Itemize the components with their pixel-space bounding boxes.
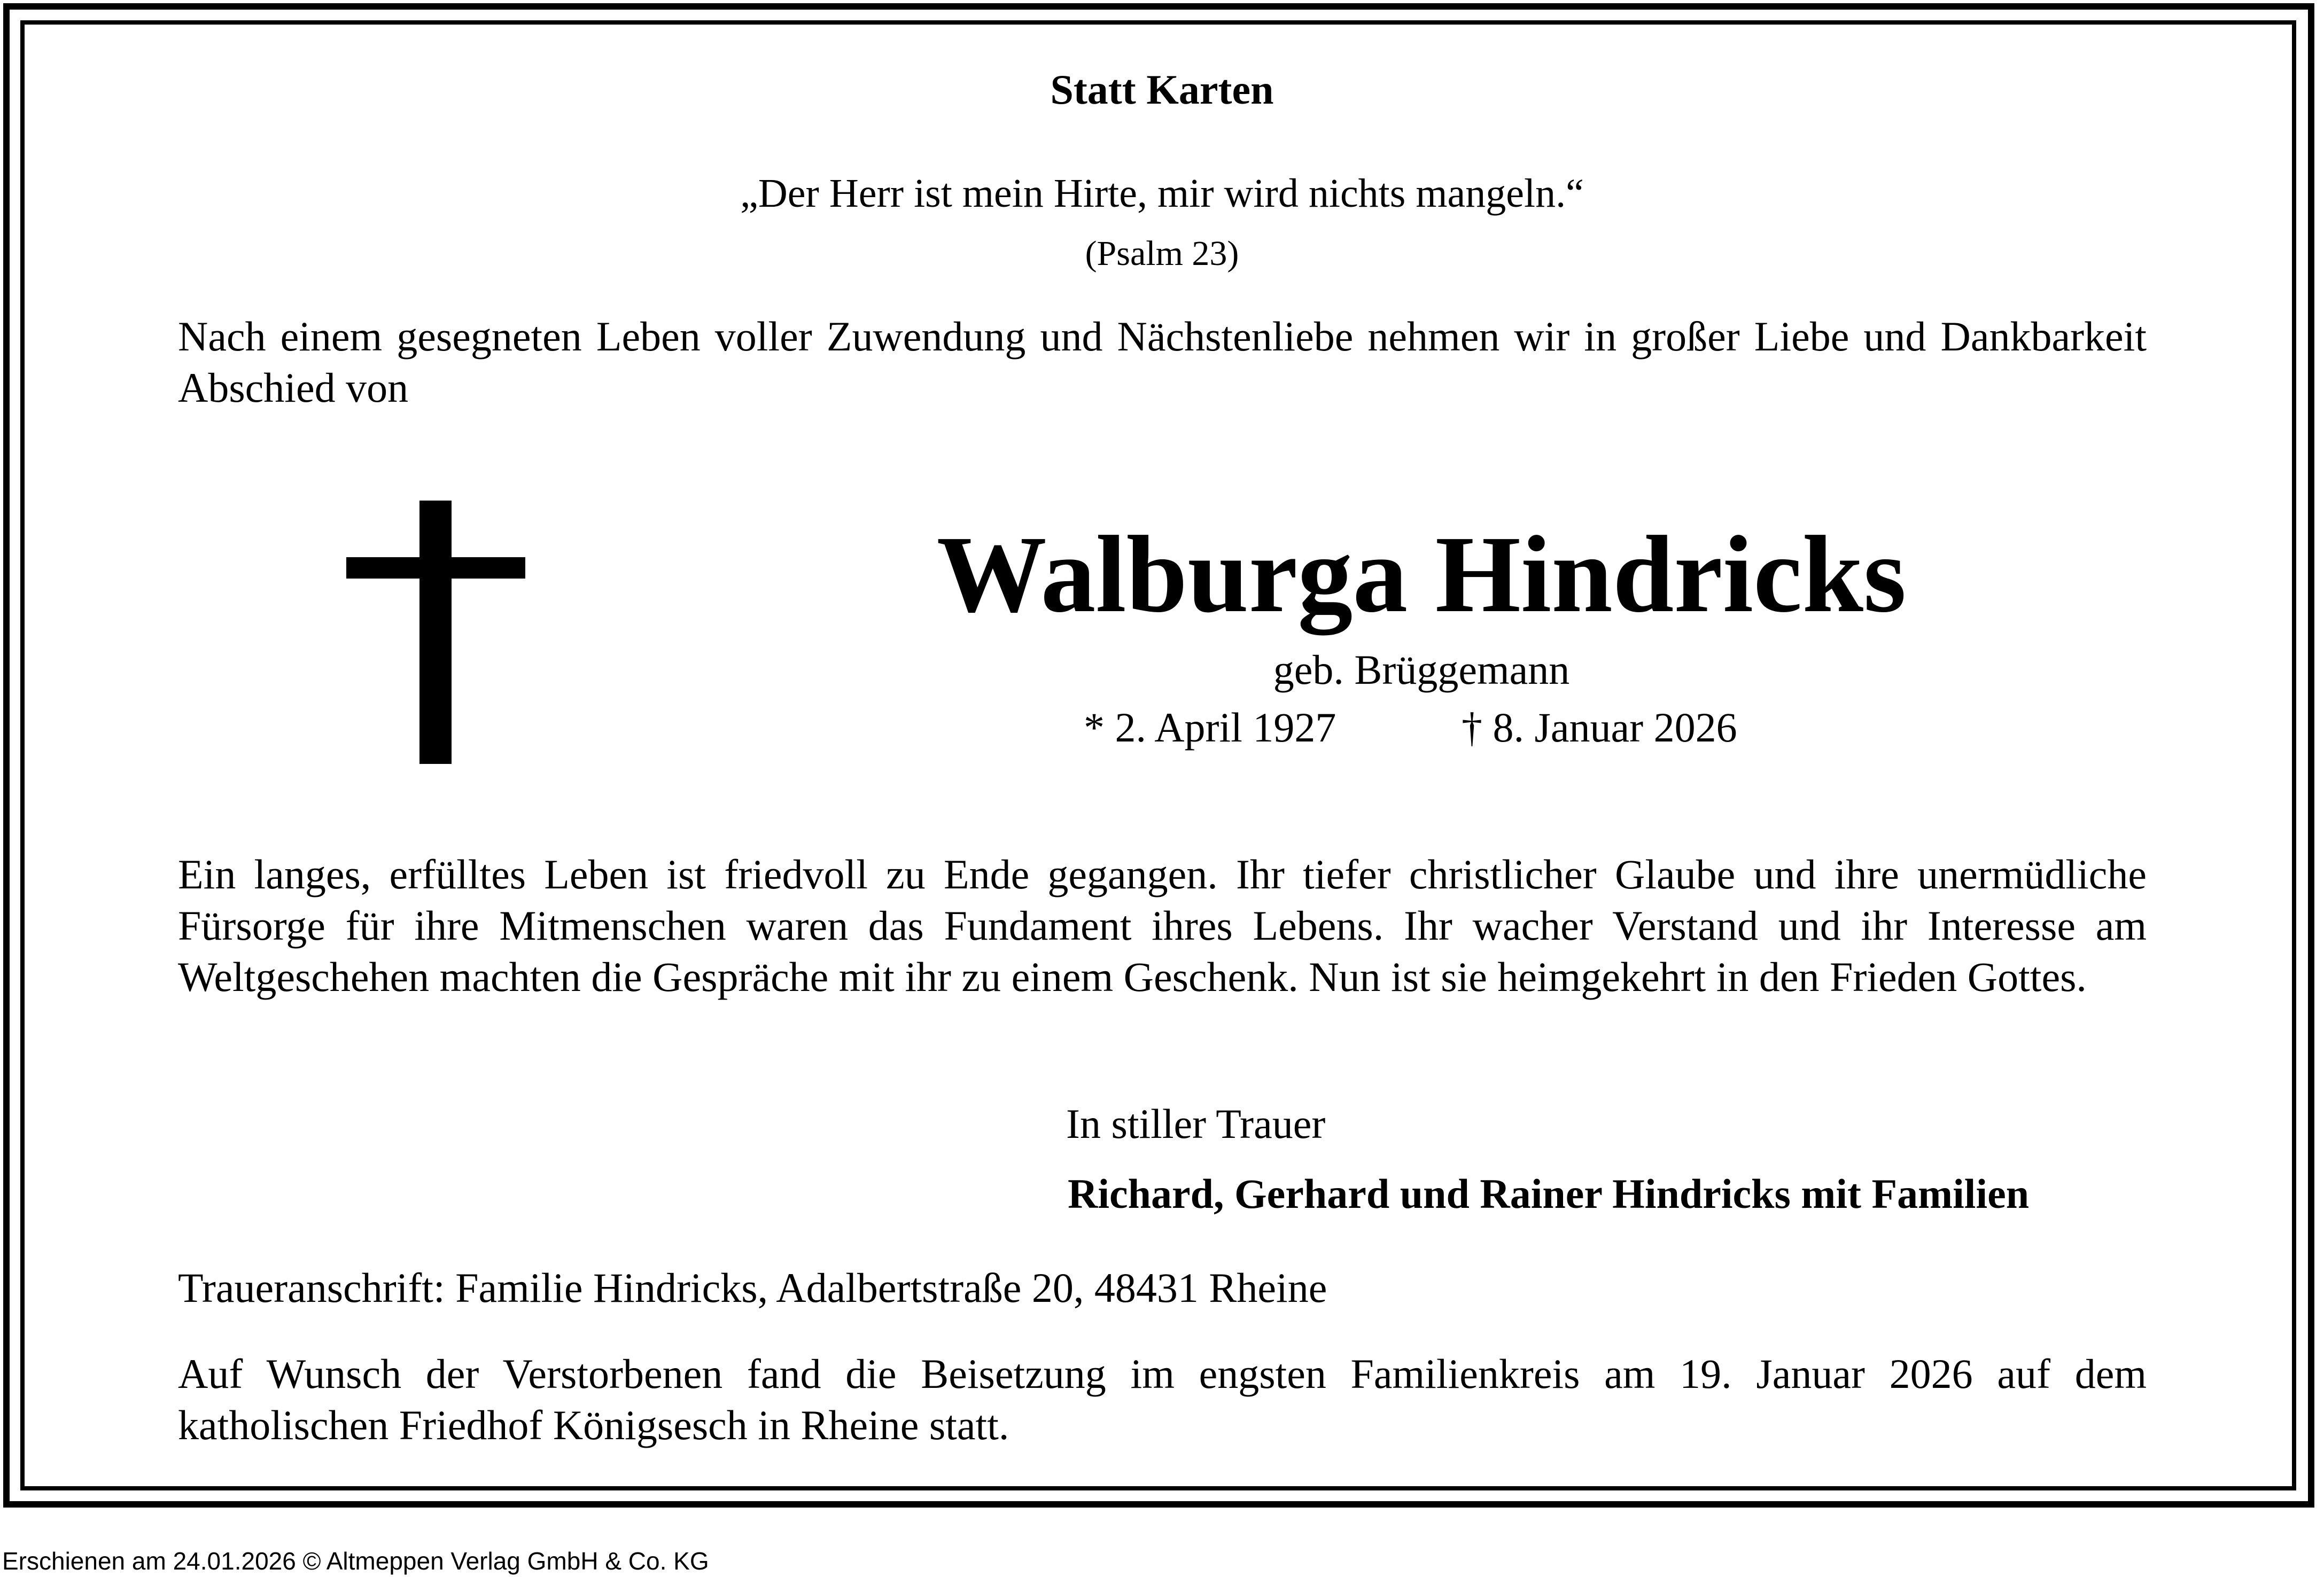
maiden-name: geb. Brüggemann	[1273, 646, 1570, 693]
quote-source: (Psalm 23)	[1085, 234, 1239, 273]
death-date: † 8. Januar 2026	[1462, 704, 1737, 751]
mourning-line: In stiller Trauer	[1066, 1100, 1326, 1147]
birth-date: * 2. April 1927	[1084, 704, 1336, 751]
intro-paragraph: Nach einem gesegneten Leben voller Zuwendung und Nächstenliebe nehmen wir in großer Liebe und Dankbarkeit Abschied von	[178, 313, 2147, 411]
deceased-name: Walburga Hindricks	[936, 513, 1907, 635]
mourning-address: Traueranschrift: Familie Hindricks, Adalbertstraße 20, 48431 Rheine	[178, 1264, 1327, 1311]
mourners-names: Richard, Gerhard und Rainer Hindricks mit Familien	[1068, 1170, 2030, 1217]
tribute-paragraph: Ein langes, erfülltes Leben ist friedvoll zu Ende gegangen. Ihr tiefer christlicher Glaube und ihre unermüdliche Fürsorge für ihre Mitmenschen waren das Fundament ihres Lebens. Ihr wacher Verstand und ihr Interesse am Weltgeschehen machten die Gespräche mit ihr zu einem Geschenk. Nun ist sie heimgekehrt in den Frieden Gottes.	[178, 851, 2147, 1000]
bible-quote: „Der Herr ist mein Hirte, mir wird nichts mangeln.“	[740, 171, 1584, 216]
cross-vertical-bar	[419, 501, 452, 764]
burial-paragraph: Auf Wunsch der Verstorbenen fand die Beisetzung im engsten Familienkreis am 19. Januar 2026 auf dem katholischen Friedhof Königsesch in Rheine statt.	[178, 1350, 2147, 1448]
latin-cross-icon	[346, 501, 525, 764]
notice-header: Statt Karten	[1050, 66, 1274, 113]
publication-footer: Erschienen am 24.01.2026 © Altmeppen Verlag GmbH & Co. KG	[2, 1547, 709, 1575]
cross-horizontal-bar	[346, 557, 525, 579]
